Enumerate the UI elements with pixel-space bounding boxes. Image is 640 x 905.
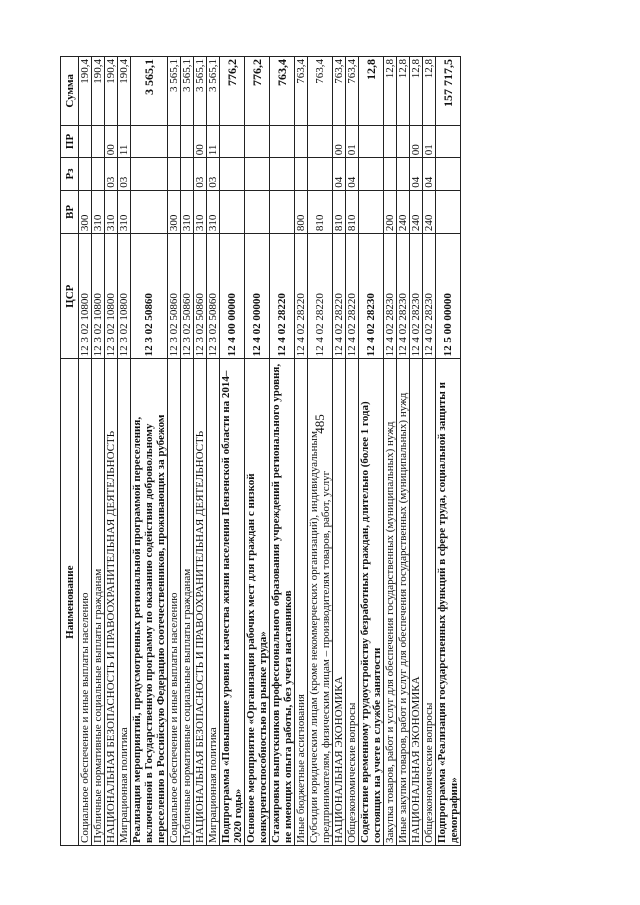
cell-csr: 12 4 00 00000 (220, 234, 245, 359)
cell-rz: 03 (207, 158, 220, 191)
table-header-row (61, 57, 79, 846)
cell-pr (168, 125, 181, 158)
cell-rz (295, 158, 308, 191)
cell-csr: 12 3 02 10800 (92, 234, 105, 359)
table-row (79, 57, 92, 846)
cell-sum: 776,2 (220, 57, 245, 126)
cell-sum: 190,4 (92, 57, 105, 126)
cell-name: Подпрограмма «Реализация государственных функций в сфере труда, социальной защиты и демографии» (436, 359, 461, 846)
cell-vr: 810 (346, 190, 359, 233)
table-row (270, 57, 295, 846)
table-row (220, 57, 245, 846)
cell-pr: 00 (333, 125, 346, 158)
cell-sum: 12,8 (384, 57, 397, 126)
cell-rz (131, 158, 168, 191)
cell-sum: 763,4 (270, 57, 295, 126)
header-vr: ВР (61, 190, 79, 233)
table-row (168, 57, 181, 846)
cell-pr (131, 125, 168, 158)
cell-csr: 12 4 02 28220 (346, 234, 359, 359)
cell-vr: 240 (423, 190, 436, 233)
cell-csr: 12 3 02 10800 (118, 234, 131, 359)
cell-name: Социальное обеспечение и иные выплаты населению (79, 359, 92, 846)
cell-name: НАЦИОНАЛЬНАЯ ЭКОНОМИКА (410, 359, 423, 846)
cell-pr (397, 125, 410, 158)
table-row (359, 57, 384, 846)
cell-sum: 763,4 (333, 57, 346, 126)
header-name: Наименование (61, 359, 79, 846)
cell-csr: 12 4 02 28220 (333, 234, 346, 359)
cell-sum: 3 565,1 (131, 57, 168, 126)
cell-rz (79, 158, 92, 191)
cell-name: Стажировки выпускников профессионального образования учреждений регионального уровня, не имеющих опыта работы, без учета наставников (270, 359, 295, 846)
cell-rz (384, 158, 397, 191)
page-number: 485 (312, 414, 327, 434)
cell-rz (270, 158, 295, 191)
cell-name: Миграционная политика (118, 359, 131, 846)
cell-name: НАЦИОНАЛЬНАЯ ЭКОНОМИКА (333, 359, 346, 846)
table-row (207, 57, 220, 846)
cell-sum: 12,8 (423, 57, 436, 126)
cell-rz: 03 (194, 158, 207, 191)
cell-sum: 190,4 (118, 57, 131, 126)
cell-name: НАЦИОНАЛЬНАЯ БЕЗОПАСНОСТЬ И ПРАВООХРАНИТЕЛЬНАЯ ДЕЯТЕЛЬНОСТЬ (105, 359, 118, 846)
cell-csr: 12 3 02 50860 (194, 234, 207, 359)
table-row (423, 57, 436, 846)
cell-csr: 12 4 02 28230 (410, 234, 423, 359)
cell-sum: 776,2 (245, 57, 270, 126)
cell-csr: 12 3 02 50860 (168, 234, 181, 359)
cell-pr: 01 (346, 125, 359, 158)
cell-name: Основное мероприятие «Организация рабочих мест для граждан с низкой конкурентоспособностью на рынке труда» (245, 359, 270, 846)
cell-sum: 763,4 (308, 57, 333, 126)
cell-csr: 12 4 02 28230 (397, 234, 410, 359)
table-row (397, 57, 410, 846)
cell-vr (220, 190, 245, 233)
cell-pr (270, 125, 295, 158)
header-sum: Сумма (61, 57, 79, 126)
cell-sum: 12,8 (359, 57, 384, 126)
table-row (333, 57, 346, 846)
cell-csr: 12 3 02 10800 (79, 234, 92, 359)
cell-pr (308, 125, 333, 158)
cell-name: Содействие временному трудоустройству безработных граждан, длительно (более 1 года) состоящих на учете в службе занятости (359, 359, 384, 846)
cell-pr (245, 125, 270, 158)
cell-pr (384, 125, 397, 158)
cell-rz: 03 (118, 158, 131, 191)
cell-vr: 240 (410, 190, 423, 233)
cell-rz (436, 158, 461, 191)
budget-table (60, 56, 461, 846)
cell-rz (220, 158, 245, 191)
table-row (308, 57, 333, 846)
cell-rz: 04 (333, 158, 346, 191)
cell-sum: 3 565,1 (181, 57, 194, 126)
cell-pr (359, 125, 384, 158)
cell-rz (397, 158, 410, 191)
cell-csr: 12 4 02 28220 (295, 234, 308, 359)
table-body (79, 57, 461, 846)
cell-csr: 12 4 02 28230 (423, 234, 436, 359)
cell-vr: 310 (181, 190, 194, 233)
table-row (410, 57, 423, 846)
cell-pr: 00 (410, 125, 423, 158)
table-row (346, 57, 359, 846)
cell-csr: 12 3 02 50860 (207, 234, 220, 359)
cell-name: Иные закупки товаров, работ и услуг для обеспечения государственных (муниципальных) нужд (397, 359, 410, 846)
cell-csr: 12 4 02 28220 (308, 234, 333, 359)
cell-sum: 3 565,1 (194, 57, 207, 126)
cell-name: НАЦИОНАЛЬНАЯ БЕЗОПАСНОСТЬ И ПРАВООХРАНИТЕЛЬНАЯ ДЕЯТЕЛЬНОСТЬ (194, 359, 207, 846)
table-row (131, 57, 168, 846)
table-row (181, 57, 194, 846)
cell-vr (359, 190, 384, 233)
header-csr: ЦСР (61, 234, 79, 359)
cell-pr: 11 (207, 125, 220, 158)
table-row (436, 57, 461, 846)
cell-vr (270, 190, 295, 233)
table-row (295, 57, 308, 846)
cell-pr (295, 125, 308, 158)
cell-sum: 12,8 (410, 57, 423, 126)
cell-sum: 3 565,1 (168, 57, 181, 126)
table-row (92, 57, 105, 846)
cell-vr: 300 (79, 190, 92, 233)
cell-name: Реализация мероприятий, предусмотренных региональной программой переселения, включенной в Государственную программу по оказанию содействия добровольному переселению в Российскую Федерацию соотечественников, проживающих за рубежом (131, 359, 168, 846)
cell-vr (131, 190, 168, 233)
cell-pr (92, 125, 105, 158)
table-row (384, 57, 397, 846)
header-rz: Рз (61, 158, 79, 191)
cell-sum: 190,4 (105, 57, 118, 126)
cell-csr: 12 5 00 00000 (436, 234, 461, 359)
cell-name: Публичные нормативные социальные выплаты гражданам (181, 359, 194, 846)
table-row (118, 57, 131, 846)
cell-name: Миграционная политика (207, 359, 220, 846)
cell-name: Закупка товаров, работ и услуг для обеспечения государственных (муниципальных) нужд (384, 359, 397, 846)
rotated-budget-table-page (60, 56, 588, 846)
table-row (105, 57, 118, 846)
cell-vr: 310 (92, 190, 105, 233)
cell-rz (168, 158, 181, 191)
cell-vr: 310 (207, 190, 220, 233)
cell-vr: 800 (295, 190, 308, 233)
cell-sum: 3 565,1 (207, 57, 220, 126)
cell-rz (359, 158, 384, 191)
cell-vr: 240 (397, 190, 410, 233)
table-row (194, 57, 207, 846)
cell-name: Публичные нормативные социальные выплаты гражданам (92, 359, 105, 846)
cell-csr: 12 4 02 28230 (384, 234, 397, 359)
cell-vr: 310 (118, 190, 131, 233)
cell-name: Общеэкономические вопросы (423, 359, 436, 846)
cell-pr: 01 (423, 125, 436, 158)
cell-rz: 04 (346, 158, 359, 191)
cell-sum: 157 717,5 (436, 57, 461, 126)
cell-vr: 810 (308, 190, 333, 233)
cell-rz: 04 (410, 158, 423, 191)
cell-csr: 12 4 02 00000 (245, 234, 270, 359)
cell-rz (181, 158, 194, 191)
cell-pr: 11 (118, 125, 131, 158)
cell-csr: 12 3 02 50860 (131, 234, 168, 359)
cell-pr (436, 125, 461, 158)
cell-rz (308, 158, 333, 191)
cell-pr (181, 125, 194, 158)
cell-sum: 763,4 (346, 57, 359, 126)
cell-vr: 810 (333, 190, 346, 233)
cell-vr: 200 (384, 190, 397, 233)
cell-sum: 190,4 (79, 57, 92, 126)
cell-rz: 04 (423, 158, 436, 191)
cell-name: Социальное обеспечение и иные выплаты населению (168, 359, 181, 846)
cell-name: Иные бюджетные ассигнования (295, 359, 308, 846)
cell-pr (220, 125, 245, 158)
cell-pr (79, 125, 92, 158)
cell-vr: 310 (105, 190, 118, 233)
cell-vr (245, 190, 270, 233)
cell-csr: 12 4 02 28220 (270, 234, 295, 359)
cell-vr: 300 (168, 190, 181, 233)
cell-sum: 763,4 (295, 57, 308, 126)
cell-csr: 12 4 02 28230 (359, 234, 384, 359)
header-pr: ПР (61, 125, 79, 158)
cell-pr: 00 (105, 125, 118, 158)
cell-pr: 00 (194, 125, 207, 158)
cell-sum: 12,8 (397, 57, 410, 126)
cell-csr: 12 3 02 50860 (181, 234, 194, 359)
table-row (245, 57, 270, 846)
cell-rz (245, 158, 270, 191)
cell-name: Субсидии юридическим лицам (кроме некоммерческих организаций), индивидуальным предпринимателям, физическим лицам – производителям товаров, работ, услуг (308, 359, 333, 846)
cell-vr (436, 190, 461, 233)
cell-rz: 03 (105, 158, 118, 191)
cell-csr: 12 3 02 10800 (105, 234, 118, 359)
cell-name: Подпрограмма «Повышение уровня и качества жизни населения Пензенской области на 2014–2020 годы» (220, 359, 245, 846)
cell-vr: 310 (194, 190, 207, 233)
cell-name: Общеэкономические вопросы (346, 359, 359, 846)
cell-rz (92, 158, 105, 191)
